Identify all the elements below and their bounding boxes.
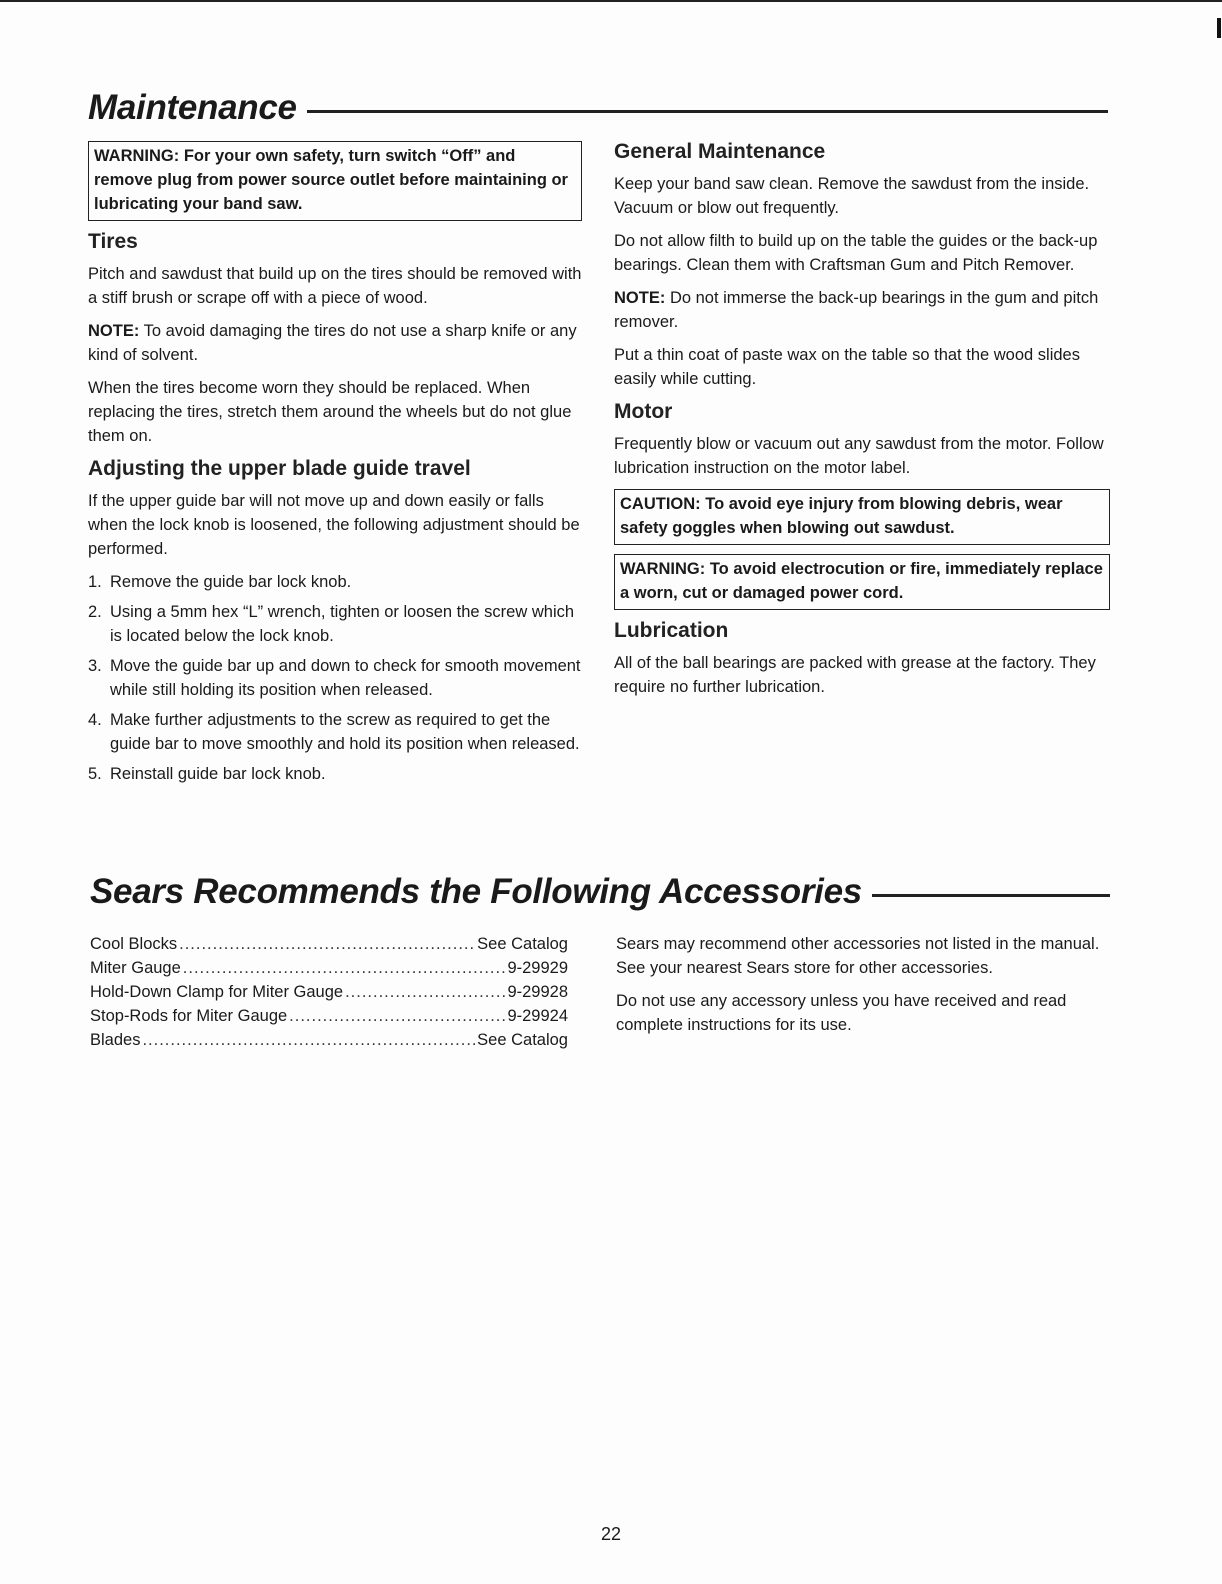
step-number: 2. — [88, 603, 102, 621]
table-row — [90, 980, 568, 1004]
accessories-paragraph-2: Do not use any accessory unless you have received and read complete instructions for its use. — [616, 992, 1067, 1034]
motor-heading: Motor — [614, 400, 673, 423]
accessory-name: Stop-Rods for Miter Gauge — [90, 1007, 288, 1025]
step-number: 5. — [88, 765, 102, 783]
accessory-name: Blades — [90, 1031, 141, 1049]
accessory-value: 9-29929 — [507, 959, 568, 977]
lubrication-paragraph-1: All of the ball bearings are packed with grease at the factory. They require no further lubrication. — [614, 654, 1096, 696]
maintenance-title — [88, 88, 1108, 128]
tires-note-label: NOTE: — [88, 322, 140, 340]
guide-travel-intro: If the upper guide bar will not move up and down easily or falls when the lock knob is loosened, the following adjustment should be performed. — [88, 492, 580, 558]
step-text: Move the guide bar up and down to check for smooth movement while still holding its position when released. — [110, 657, 581, 699]
table-row — [90, 1028, 568, 1052]
page-number: 22 — [600, 1524, 622, 1544]
electrocution-warning-box: WARNING: To avoid electrocution or fire, immediately replace a worn, cut or damaged power cord. — [614, 554, 1110, 610]
list-item — [88, 654, 582, 702]
maintenance-title-rule — [307, 110, 1108, 113]
leader-dots — [179, 932, 475, 956]
tires-paragraph-2: When the tires become worn they should be replaced. When replacing the tires, stretch them around the wheels but do not glue them on. — [88, 379, 572, 445]
tires-note-text: To avoid damaging the tires do not use a sharp knife or any kind of solvent. — [88, 322, 577, 364]
accessory-value: 9-29924 — [507, 1007, 568, 1025]
general-paragraph-3: Put a thin coat of paste wax on the table so that the wood slides easily while cutting. — [614, 346, 1080, 388]
step-number: 1. — [88, 573, 102, 591]
step-number: 4. — [88, 711, 102, 729]
list-item — [88, 708, 582, 756]
accessories-list — [90, 932, 568, 1052]
general-paragraph-1: Keep your band saw clean. Remove the sawdust from the inside. Vacuum or blow out frequently. — [614, 175, 1090, 217]
maintenance-title-text: Maintenance — [88, 88, 297, 127]
step-number: 3. — [88, 657, 102, 675]
general-note-label: NOTE: — [614, 289, 666, 307]
accessory-value: See Catalog — [477, 935, 568, 953]
accessory-value: See Catalog — [477, 1031, 568, 1049]
general-note — [614, 286, 1110, 334]
table-row — [90, 956, 568, 980]
maintenance-right-column — [614, 136, 1110, 708]
leader-dots — [142, 1028, 475, 1052]
accessories-notes — [616, 932, 1110, 1046]
accessories-title-rule — [872, 894, 1110, 897]
accessories-title — [90, 872, 1110, 912]
tires-heading: Tires — [88, 230, 138, 253]
step-text: Remove the guide bar lock knob. — [110, 573, 352, 591]
table-row — [90, 1004, 568, 1028]
step-text: Reinstall guide bar lock knob. — [110, 765, 326, 783]
caution-box: CAUTION: To avoid eye injury from blowing debris, wear safety goggles when blowing out sawdust. — [614, 489, 1110, 545]
general-note-text: Do not immerse the back-up bearings in the gum and pitch remover. — [614, 289, 1099, 331]
list-item — [88, 600, 582, 648]
list-item — [88, 762, 582, 786]
accessory-name: Cool Blocks — [90, 935, 178, 953]
accessory-name: Hold-Down Clamp for Miter Gauge — [90, 983, 344, 1001]
table-row — [90, 932, 568, 956]
general-paragraph-2: Do not allow filth to build up on the table the guides or the back-up bearings. Clean them with Craftsman Gum and Pitch Remover. — [614, 232, 1098, 274]
accessory-value: 9-29928 — [507, 983, 568, 1001]
accessories-title-text: Sears Recommends the Following Accessories — [90, 872, 862, 911]
safety-warning-box: WARNING: For your own safety, turn switch “Off” and remove plug from power source outlet before maintaining or lubricating your band saw. — [88, 141, 582, 221]
leader-dots — [183, 956, 506, 980]
leader-dots — [289, 1004, 505, 1028]
maintenance-left-column — [88, 141, 582, 792]
step-text: Make further adjustments to the screw as required to get the guide bar to move smoothly and hold its position when released. — [110, 711, 580, 753]
accessory-name: Miter Gauge — [90, 959, 181, 977]
tires-paragraph-1: Pitch and sawdust that build up on the tires should be removed with a stiff brush or scrape off with a piece of wood. — [88, 265, 582, 307]
motor-paragraph-1: Frequently blow or vacuum out any sawdust from the motor. Follow lubrication instruction on the motor label. — [614, 435, 1104, 477]
top-border-rule — [0, 0, 1222, 2]
general-maintenance-heading: General Maintenance — [614, 140, 826, 163]
guide-travel-steps — [88, 570, 582, 786]
lubrication-heading: Lubrication — [614, 619, 729, 642]
leader-dots — [345, 980, 505, 1004]
scan-edge-mark — [1217, 18, 1221, 38]
tires-note — [88, 319, 582, 367]
guide-travel-heading: Adjusting the upper blade guide travel — [88, 457, 471, 480]
accessories-paragraph-1: Sears may recommend other accessories not listed in the manual. See your nearest Sears store for other accessories. — [616, 935, 1100, 977]
list-item — [88, 570, 582, 594]
step-text: Using a 5mm hex “L” wrench, tighten or loosen the screw which is located below the lock knob. — [110, 603, 575, 645]
